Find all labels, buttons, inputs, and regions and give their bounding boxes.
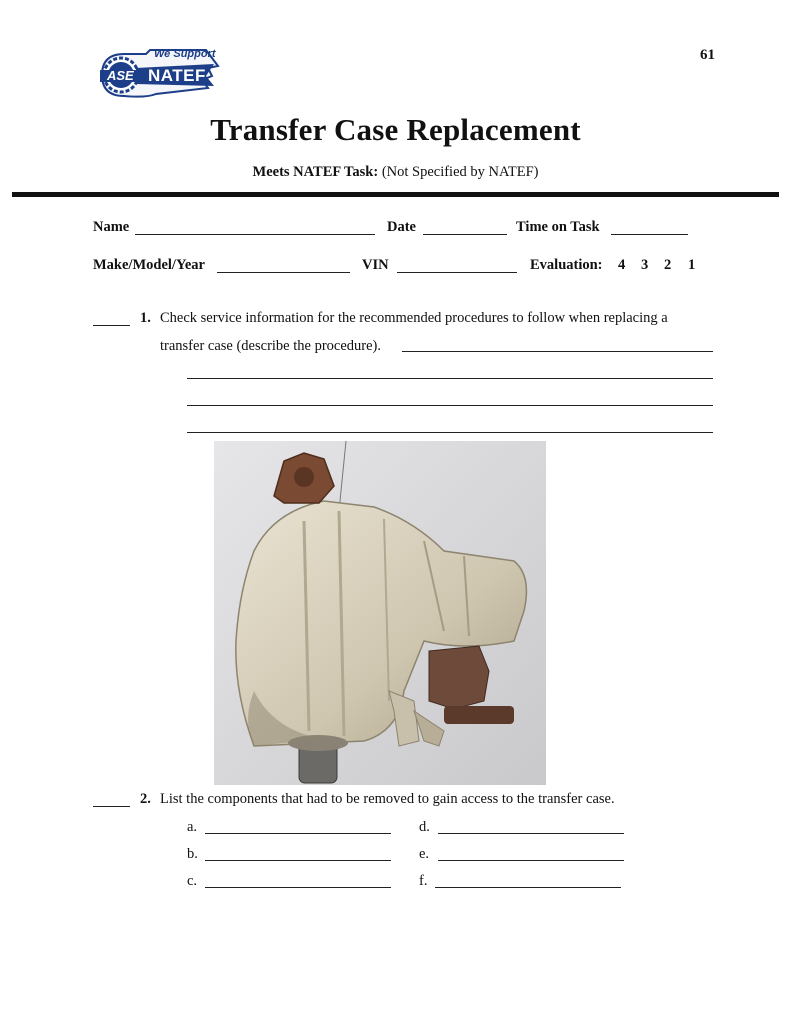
component-f-label: f. (419, 873, 428, 889)
step-1-number: 1. (140, 310, 151, 326)
logo-brand: NATEF (148, 66, 206, 85)
component-e-field[interactable] (438, 860, 624, 861)
time-on-task-field[interactable] (611, 234, 688, 235)
step-1-answer-line-2[interactable] (187, 378, 713, 379)
make-model-year-field[interactable] (217, 272, 350, 273)
component-f-field[interactable] (435, 887, 621, 888)
header-divider (12, 192, 779, 197)
page-number: 61 (700, 47, 715, 63)
evaluation-score-1[interactable]: 1 (688, 257, 696, 273)
step-2-number: 2. (140, 791, 151, 807)
logo-tagline: We Support (154, 48, 216, 60)
component-c-field[interactable] (205, 887, 391, 888)
step-2-checkoff-line[interactable] (93, 806, 130, 807)
date-label: Date (387, 219, 416, 235)
name-field[interactable] (135, 234, 375, 235)
natef-task-line (0, 164, 791, 181)
make-model-year-label: Make/Model/Year (93, 257, 205, 273)
step-1-answer-line-4[interactable] (187, 432, 713, 433)
component-a-label: a. (187, 819, 198, 835)
transfer-case-photo (214, 441, 546, 785)
step-1-answer-line-3[interactable] (187, 405, 713, 406)
evaluation-score-3[interactable]: 3 (641, 257, 649, 273)
task-value: (Not Specified by NATEF) (381, 164, 539, 180)
ase-natef-logo (96, 46, 222, 104)
component-d-field[interactable] (438, 833, 624, 834)
component-a-field[interactable] (205, 833, 391, 834)
component-b-field[interactable] (205, 860, 391, 861)
evaluation-score-4[interactable]: 4 (618, 257, 626, 273)
step-1-text-line1: Check service information for the recommended procedures to follow when replacing a (160, 310, 668, 326)
step-1-answer-line-1[interactable] (402, 351, 713, 352)
step-1-checkoff-line[interactable] (93, 325, 130, 326)
vin-field[interactable] (397, 272, 517, 273)
step-1-text-line2: transfer case (describe the procedure). (160, 338, 381, 354)
step-2-text: List the components that had to be removed to gain access to the transfer case. (160, 791, 615, 807)
page-title: Transfer Case Replacement (210, 112, 581, 147)
component-b-label: b. (187, 846, 198, 862)
evaluation-label: Evaluation: (530, 257, 603, 273)
component-d-label: d. (419, 819, 430, 835)
component-c-label: c. (187, 873, 198, 889)
time-on-task-label: Time on Task (516, 219, 600, 235)
vin-label: VIN (362, 257, 389, 273)
logo-badge: ASE (107, 68, 134, 83)
task-label: Meets NATEF Task: (252, 164, 379, 180)
evaluation-score-2[interactable]: 2 (664, 257, 672, 273)
component-e-label: e. (419, 846, 430, 862)
name-label: Name (93, 219, 130, 235)
date-field[interactable] (423, 234, 507, 235)
